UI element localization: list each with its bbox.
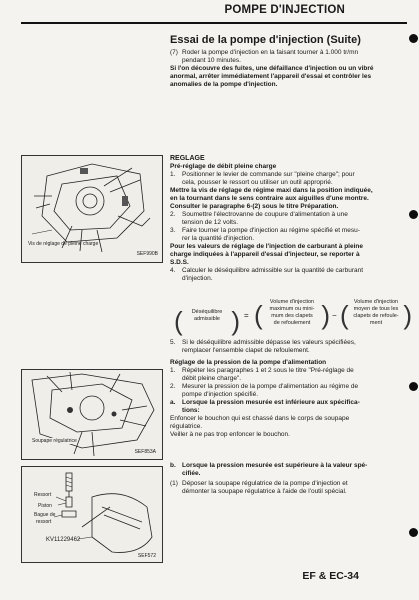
equals-sign: = xyxy=(244,311,249,320)
step-text: Lorsque la pression mesurée est supérieure à la valeur spé- xyxy=(182,462,368,469)
step-text: Mesurer la pression de la pompe d'alimentation au régime de xyxy=(182,383,359,390)
figure-regulator-valve xyxy=(21,369,163,460)
figure-special-tool xyxy=(21,466,163,563)
step-number: 5. xyxy=(170,339,176,346)
page-title: POMPE D'INJECTION xyxy=(224,4,345,16)
step-7-block xyxy=(170,49,410,89)
step-5-block xyxy=(170,339,410,355)
formula-text: ment xyxy=(369,320,383,326)
step-text: démonter la soupape régulatrice à l'aide de l'outil spécial. xyxy=(182,488,347,495)
paragraph-text: Enfoncer le bouchon qui est chassé dans le corps de soupape xyxy=(170,415,350,422)
note-text: Mettre la vis de réglage de régime maxi dans la position indiquée, xyxy=(170,187,373,194)
formula-text: Déséquilibre xyxy=(191,309,223,315)
step-number: (7) xyxy=(170,49,178,56)
step-text: Soumettre l'électrovanne de coupure d'alimentation à une xyxy=(182,211,348,218)
warning-text: Si l'on découvre des fuites, une défaillance d'injection ou un vibré xyxy=(170,65,374,72)
formula-text: clapets de refoule- xyxy=(353,313,399,319)
warning-text: anomalies de la pompe d'injection. xyxy=(170,81,278,88)
figure-label-piston: Piston xyxy=(38,503,52,509)
step-number: (1) xyxy=(170,480,178,487)
figure-code: SEF853A xyxy=(134,449,156,455)
formula-term-b: ( ) Volume d'injection maximum ou mini- mum des clapets de refoulement xyxy=(254,299,330,330)
figure-label-bague: ressort xyxy=(36,519,52,525)
minus-sign: − xyxy=(332,311,337,320)
note-text: charge indiquées à l'appareil d'essai d'injecteur, se reporter à xyxy=(170,251,360,258)
pression-b-block xyxy=(170,462,410,496)
figure-label: Vis de réglage de pleine charge xyxy=(28,241,99,247)
figure-full-load-screw xyxy=(21,155,163,263)
step-text: d'injection. xyxy=(182,275,213,282)
step-text: Répéter les paragraphes 1 et 2 sous le titre "Pré-réglage de xyxy=(182,367,354,374)
step-number: 2. xyxy=(170,383,176,390)
reglage-block xyxy=(170,155,410,283)
note-text: S.D.S. xyxy=(170,259,189,266)
formula-text: Volume d'injection xyxy=(353,299,399,305)
step-text: Si le déséquilibre admissible dépasse les valeurs spécifiées, xyxy=(182,339,356,346)
paragraph-text: Veiller à ne pas trop enfoncer le bouchon. xyxy=(170,431,290,438)
page-header xyxy=(21,2,407,24)
step-number: 4. xyxy=(170,267,176,274)
step-text: Faire tourner la pompe d'injection au régime spécifié et mesu- xyxy=(182,227,360,234)
step-text: rer la quantité d'injection. xyxy=(182,235,255,242)
section-title: Essai de la pompe d'injection (Suite) xyxy=(170,34,361,46)
note-text: Pour les valeurs de réglage de l'injection de carburant à pleine xyxy=(170,243,363,250)
figure-code: SEF990B xyxy=(136,251,158,257)
paragraph-text: régulatrice. xyxy=(170,423,203,430)
step-text: tension de 12 volts. xyxy=(182,219,239,226)
reglage-heading: REGLAGE xyxy=(170,155,205,162)
reglage-subtitle: Pré-réglage de débit pleine charge xyxy=(170,163,277,170)
tool-number: KV11229462 xyxy=(46,537,81,543)
step-text: remplacer l'ensemble clapet de refoulement. xyxy=(182,347,310,354)
step-text: Lorsque la pression mesurée est inférieure aux spécifica- xyxy=(182,399,360,406)
step-text: Roder la pompe d'injection en la faisant tourner à 1.000 tr/mn xyxy=(182,49,359,56)
step-text: Déposer la soupape régulatrice de la pompe d'injection et xyxy=(182,480,348,487)
step-number: 1. xyxy=(170,171,176,178)
note-text: Consulter le paragraphe 6-(2) sous le titre Préparation. xyxy=(170,203,339,210)
step-text: Positionner le levier de commande sur "pleine charge"; pour xyxy=(182,171,355,178)
formula-text: de refoulement xyxy=(273,320,311,326)
formula-term-a: ( ) Déséquilibre admissible xyxy=(174,306,240,336)
step-text: cifiée. xyxy=(182,470,201,477)
step-number: 2. xyxy=(170,211,176,218)
step-text: pendant 10 minutes. xyxy=(182,57,241,64)
figure-label-bague: Bague de xyxy=(34,512,56,518)
figure-label-ressort: Ressort xyxy=(34,492,52,498)
formula-text: Volume d'injection xyxy=(269,299,315,305)
regulator-valve-drawing-icon xyxy=(22,370,162,459)
step-number: 3. xyxy=(170,227,176,234)
page-number: EF & EC-34 xyxy=(302,570,359,582)
figure-code: SEF572 xyxy=(137,553,156,559)
formula-text: moyen de tous les xyxy=(353,306,399,312)
pression-block xyxy=(170,359,410,439)
formula-term-c: ( ) Volume d'injection moyen de tous les clapets de refoule- ment xyxy=(340,299,412,330)
binder-hole-icon xyxy=(409,34,418,43)
binder-hole-icon xyxy=(409,528,418,537)
step-number: b. xyxy=(170,462,176,469)
step-number: 1. xyxy=(170,367,176,374)
formula-text: mum des clapets xyxy=(271,313,313,319)
warning-text: anormal, arrêter immédiatement l'appareil d'essai et contrôler les xyxy=(170,73,372,80)
binder-hole-icon xyxy=(409,382,418,391)
step-text: débit pleine charge". xyxy=(182,375,242,382)
step-text: pompe d'injection spécifié. xyxy=(182,391,259,398)
step-text: tions: xyxy=(182,407,200,414)
note-text: en la tournant dans le sens contraire aux aiguilles d'une montre. xyxy=(170,195,369,202)
step-number: a. xyxy=(170,399,176,406)
formula-text: admissible xyxy=(194,316,220,322)
binder-hole-icon xyxy=(409,210,418,219)
step-text: Calculer le déséquilibre admissible sur la quantité de carburant xyxy=(182,267,364,274)
formula-text: maximum ou mini- xyxy=(269,306,315,312)
pression-heading: Réglage de la pression de la pompe d'alimentation xyxy=(170,359,327,366)
step-text: cela, pousser le ressort ou utiliser un outil approprié. xyxy=(182,179,333,186)
figure-label: Soupape régulatrice xyxy=(32,438,77,444)
